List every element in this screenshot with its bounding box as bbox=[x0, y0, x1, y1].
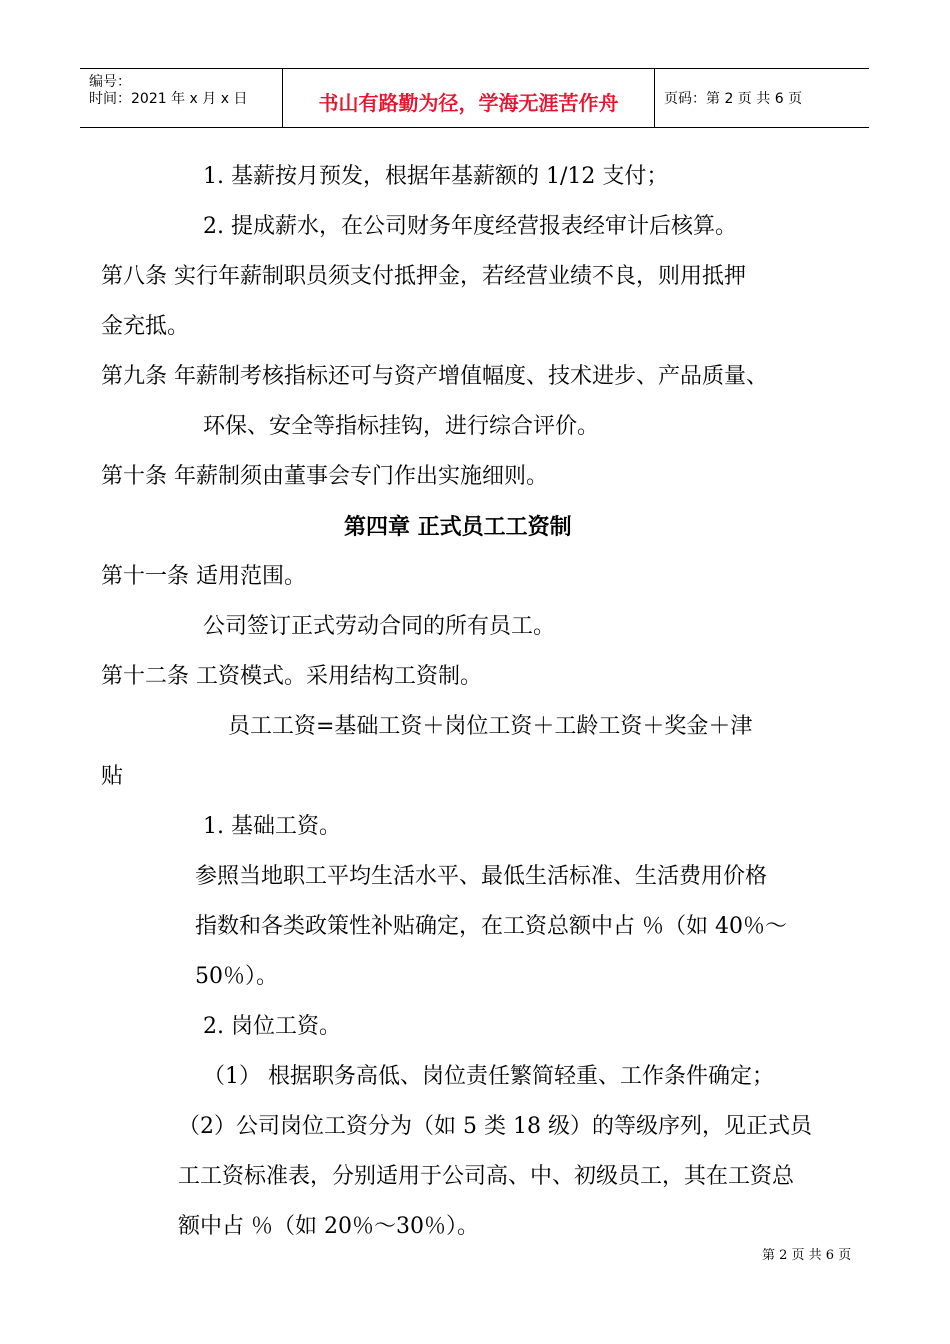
subsection-heading: 1. 基础工资。 bbox=[203, 814, 341, 839]
document-time-label: 时间：2021 年 x 月 x 日 bbox=[89, 91, 248, 107]
body-line: （1） 根据职务高低、岗位责任繁简轻重、工作条件确定； bbox=[203, 1064, 774, 1089]
salary-formula: 员工工资=基础工资＋岗位工资＋工龄工资＋奖金＋津 bbox=[228, 714, 753, 739]
article-10: 第十条 年薪制须由董事会专门作出实施细则。 bbox=[101, 464, 548, 489]
document-header bbox=[80, 68, 869, 128]
body-line: 贴 bbox=[101, 764, 124, 789]
body-line: 金充抵。 bbox=[101, 314, 190, 339]
body-line: 公司签订正式劳动合同的所有员工。 bbox=[203, 614, 556, 639]
body-line: 1. 基薪按月预发，根据年基薪额的 1/12 支付； bbox=[203, 164, 669, 189]
body-line: （2）公司岗位工资分为（如 5 类 18 级）的等级序列，见正式员 bbox=[178, 1114, 812, 1139]
article-8: 第八条 实行年薪制职员须支付抵押金，若经营业绩不良，则用抵押 bbox=[101, 264, 746, 289]
body-line: 参照当地职工平均生活水平、最低生活标准、生活费用价格 bbox=[195, 864, 768, 889]
body-line: 工工资标准表，分别适用于公司高、中、初级员工，其在工资总 bbox=[178, 1164, 795, 1189]
header-page-number: 页码：第 2 页 共 6 页 bbox=[664, 91, 803, 107]
header-left-cell bbox=[80, 69, 282, 128]
header-center-cell bbox=[282, 69, 655, 128]
body-line: 额中占 ％（如 20％～30％）。 bbox=[178, 1214, 479, 1239]
body-line: 50％）。 bbox=[195, 964, 278, 989]
header-right-cell bbox=[655, 69, 869, 128]
body-line: 环保、安全等指标挂钩，进行综合评价。 bbox=[203, 414, 600, 439]
article-9: 第九条 年薪制考核指标还可与资产增值幅度、技术进步、产品质量、 bbox=[101, 364, 768, 389]
body-line: 2. 提成薪水，在公司财务年度经营报表经审计后核算。 bbox=[203, 214, 737, 239]
subsection-heading: 2. 岗位工资。 bbox=[203, 1014, 341, 1039]
footer-page-number: 第 2 页 共 6 页 bbox=[762, 1248, 852, 1263]
body-line: 指数和各类政策性补贴确定，在工资总额中占 ％（如 40％～ bbox=[195, 914, 787, 939]
header-motto: 书山有路勤为径，学海无涯苦作舟 bbox=[318, 91, 619, 115]
chapter-heading: 第四章 正式员工工资制 bbox=[344, 514, 572, 540]
document-number-label: 编号： bbox=[89, 74, 131, 90]
article-12: 第十二条 工资模式。采用结构工资制。 bbox=[101, 664, 482, 689]
article-11: 第十一条 适用范围。 bbox=[101, 564, 306, 589]
